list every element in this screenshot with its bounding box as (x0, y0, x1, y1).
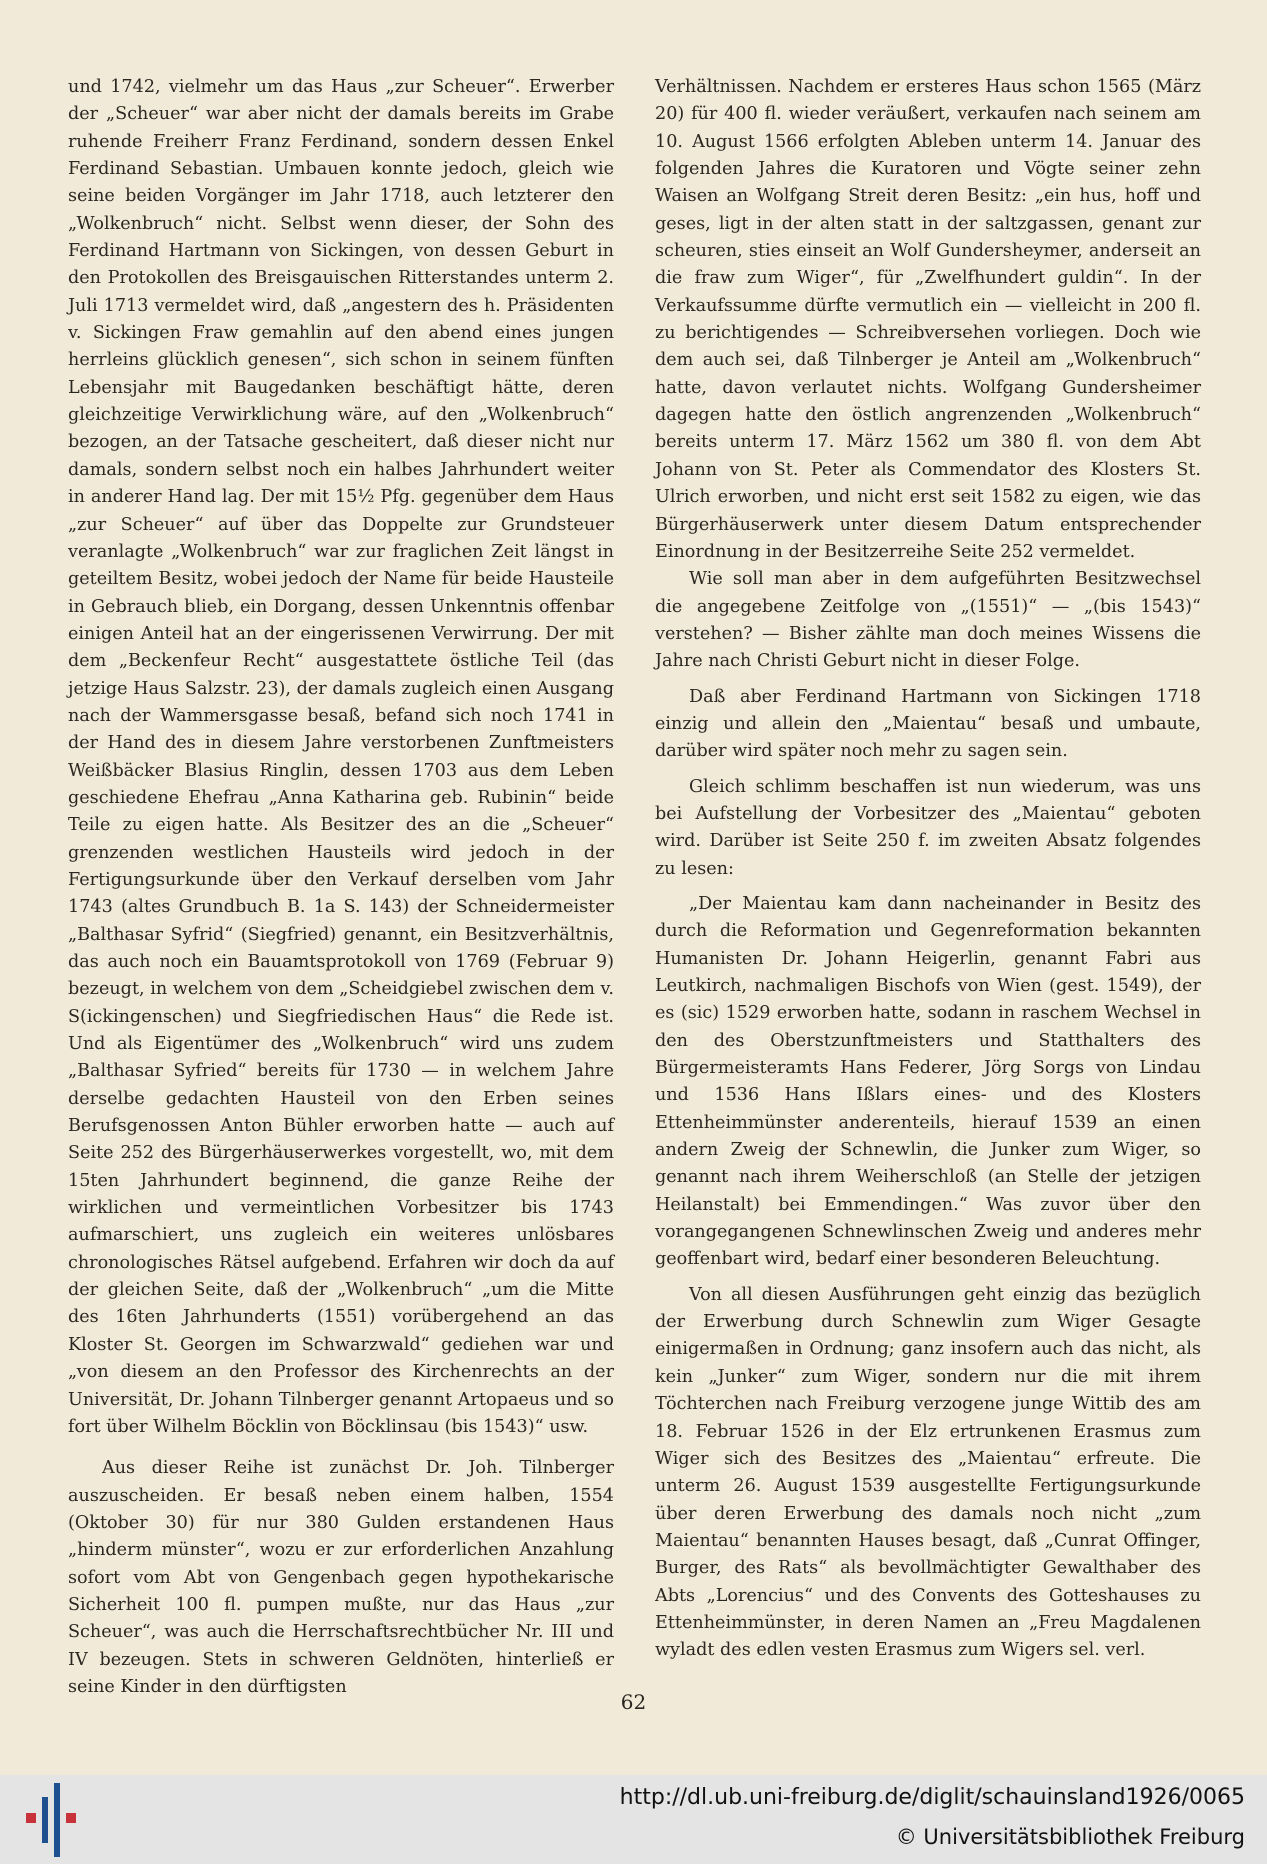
paragraph: Daß aber Ferdinand Hartmann von Sickingen 1718 einzig und allein den „Maientau“ besaß und umbaute, darüber wird später noch mehr zu sagen sein. (655, 686, 1201, 762)
viewer-footer (0, 1775, 1267, 1864)
library-logo-icon (18, 1783, 82, 1857)
right-text-column (655, 74, 1201, 1665)
paragraph: Verhältnissen. Nachdem er ersteres Haus schon 1565 (März 20) für 400 fl. wieder veräußert, verkaufen nach seinem am 10. August 1566 erfolgten Ableben unterm 14. Januar des folgenden Jahres die Kuratoren und Vögte seiner zehn Waisen an Wolfgang Streit deren Besitz: „ein hus, hoff und geses, ligt in der alten statt in der saltzgassen, genant zur scheuren, sties einseit an Wolf Gundersheymer, anderseit an die fraw zum Wiger“, für „Zwelfhundert guldin“. In der Verkaufssumme dürfte vermutlich ein — vielleicht in 200 fl. zu berichtigendes — Schreibversehen vorliegen. Doch wie dem auch sei, daß Tilnberger je Anteil am „Wolkenbruch“ hatte, davon verlautet nichts. Wolfgang Gundersheimer dagegen hatte den östlich angrenzenden „Wolkenbruch“ bereits unterm 17. März 1562 um 380 fl. von dem Abt Johann von St. Peter als Commendator des Klosters St. Ulrich erworben, und nicht erst seit 1582 zu eigen, wie das Bürgerhäuserwerk unter diesem Datum entsprechender Einordnung in der Besitzerreihe Seite 252 vermeldet. (655, 77, 1201, 562)
left-text-column (68, 74, 614, 1701)
paragraph: Von all diesen Ausführungen geht einzig das bezüglich der Erwerbung durch Schnewlin zum Wiger Gesagte einigermaßen in Ordnung; ganz insofern auch das nicht, als kein „Junker“ zum Wiger, sondern nur die mit ihrem Töchterchen nach Freiburg verzogene junge Wittib des am 18. Februar 1526 in der Elz ertrunkenen Erasmus zum Wiger sich des Besitzes des „Maientau“ erfreute. Die unterm 26. August 1539 ausgestellte Fertigungsurkunde über deren Erwerbung des damals noch nicht „zum Maientau“ benannten Hauses besagt, daß „Cunrat Offinger, Burger, des Rats“ als bevollmächtigter Gewalthaber des Abts „Lorencius“ und des Convents des Gotteshauses zu Ettenheimmünster, in deren Namen an „Freu Magdalenen wyladt des edlen vesten Erasmus zum Wigers sel. verl. (655, 1284, 1201, 1661)
paragraph: Gleich schlimm beschaffen ist nun wiederum, was uns bei Aufstellung der Vorbesitzer des „Maientau“ geboten wird. Darüber ist Seite 250 f. im zweiten Absatz folgendes zu lesen: (655, 776, 1201, 879)
paragraph: Wie soll man aber in dem aufgeführten Besitzwechsel die angegebene Zeitfolge von „(1551)“ — „(bis 1543)“ verstehen? — Bisher zählte man doch meines Wissens die Jahre nach Christi Geburt nicht in dieser Folge. (655, 569, 1201, 672)
page-number: 62 (620, 1690, 647, 1714)
permalink-url[interactable]: http://dl.ub.uni-freiburg.de/diglit/schauinsland1926/0065 (619, 1785, 1245, 1810)
block-quote-paragraph: „Der Maientau kam dann nacheinander in Besitz des durch die Reformation und Gegenreformation bekannten Humanisten Dr. Johann Heigerlin, genannt Fabri aus Leutkirch, nachmaligen Bischofs von Wien (gest. 1549), der es (sic) 1529 erworben hatte, sodann in raschem Wechsel in den des Oberstzunftmeisters und Statthalters des Bürgermeisteramts Hans Federer, Jörg Sorgs von Lindau und 1536 Hans Ißlars eines- und des Klosters Ettenheimmünster anderenteils, hierauf 1539 an einen andern Zweig der Schnewlin, die Junker zum Wiger, so genannt nach ihrem Weiherschloß (an Stelle der jetzigen Heilanstalt) bei Emmendingen.“ Was zuvor über den vorangegangenen Schnewlinschen Zweig und anderes mehr geoffenbart wird, bedarf einer besonderen Beleuchtung. (655, 893, 1201, 1270)
paragraph: und 1742, vielmehr um das Haus „zur Scheuer“. Erwerber der „Scheuer“ war aber nicht der damals bereits im Grabe ruhende Freiherr Franz Ferdinand, sondern dessen Enkel Ferdinand Sebastian. Umbauen konnte jedoch, gleich wie seine beiden Vorgänger im Jahr 1718, auch letzterer den „Wolkenbruch“ nicht. Selbst wenn dieser, der Sohn des Ferdinand Hartmann von Sickingen, von dessen Geburt in den Protokollen des Breisgauischen Ritterstandes unterm 2. Juli 1713 vermeldet wird, daß „angestern des h. Präsidenten v. Sickingen Fraw gemahlin auf den abend eines jungen herrleins glücklich genesen“, sich schon in seinem fünften Lebensjahr mit Baugedanken beschäftigt hätte, deren gleichzeitige Verwirklichung wäre, auf den „Wolkenbruch“ bezogen, an der Tatsache gescheitert, daß dieser nicht nur damals, sondern selbst noch ein halbes Jahrhundert weiter in anderer Hand lag. Der mit 15½ Pfg. gegenüber dem Haus „zur Scheuer“ auf über das Doppelte zur Grundsteuer veranlagte „Wolkenbruch“ war zur fraglichen Zeit längst in geteiltem Besitz, wobei jedoch der Name für beide Hausteile in Gebrauch blieb, ein Dorgang, dessen Unkenntnis offenbar einigen Anteil hat an der eingerissenen Verwirrung. Der mit dem „Beckenfeur Recht“ ausgestattete östliche Teil (das jetzige Haus Salzstr. 23), der damals zugleich einen Ausgang nach der Wammersgasse besaß, befand sich noch 1741 in der Hand des in diesem Jahre verstorbenen Zunftmeisters Weißbäcker Blasius Ringlin, dessen 1703 aus dem Leben geschiedene Ehefrau „Anna Katharina geb. Rubinin“ beide Teile zu eigen hatte. Als Besitzer des an die „Scheuer“ grenzenden westlichen Hausteils wird jedoch in der Fertigungsurkunde über den Verkauf derselben vom Jahr 1743 (altes Grundbuch B. 1a S. 143) der Schneidermeister „Balthasar Syfrid“ (Siegfried) genannt, ein Besitzverhältnis, das auch noch ein Bauamtsprotokoll von 1769 (Februar 9) bezeugt, in welchem von dem „Scheidgiebel zwischen dem v. S(ickingenschen) und Siegfriedischen Haus“ die Rede ist. Und als Eigentümer des „Wolkenbruch“ wird uns zudem „Balthasar Syfried“ bereits für 1730 — in welchem Jahre derselbe gedachten Hausteil von den Erben seines Berufsgenossen Anton Bühler erworben hatte — auch auf Seite 252 des Bürgerhäuserwerkes vorgestellt, wo, mit dem 15ten Jahrhundert beginnend, die ganze Reihe der wirklichen und vermeintlichen Vorbesitzer bis 1743 aufmarschiert, uns zugleich ein weiteres unlösbares chronologisches Rätsel aufgebend. Erfahren wir doch da auf der gleichen Seite, daß der „Wolkenbruch“ „um die Mitte des 16ten Jahrhunderts (1551) vorübergehend an das Kloster St. Georgen im Schwarzwald“ gediehen war und „von diesem an den Professor des Kirchenrechts an der Universität, Dr. Johann Tilnberger genannt Artopaeus und so fort über Wilhelm Böcklin von Böcklinsau (bis 1543)“ usw. (68, 77, 614, 1437)
copyright-notice: © Universitätsbibliothek Freiburg (895, 1825, 1245, 1849)
paragraph: Aus dieser Reihe ist zunächst Dr. Joh. Tilnberger auszuscheiden. Er besaß neben einem halben, 1554 (Oktober 30) für nur 380 Gulden erstandenen Haus „hinderm münster“, wozu er zur erforderlichen Anzahlung sofort vom Abt von Gengenbach gegen hypothekarische Sicherheit 100 fl. pumpen mußte, nur das Haus „zur Scheuer“, was auch die Herrschaftsrechtbücher Nr. III und IV bezeugen. Stets in schweren Geldnöten, hinterließ er seine Kinder in den dürftigsten (68, 1458, 614, 1697)
